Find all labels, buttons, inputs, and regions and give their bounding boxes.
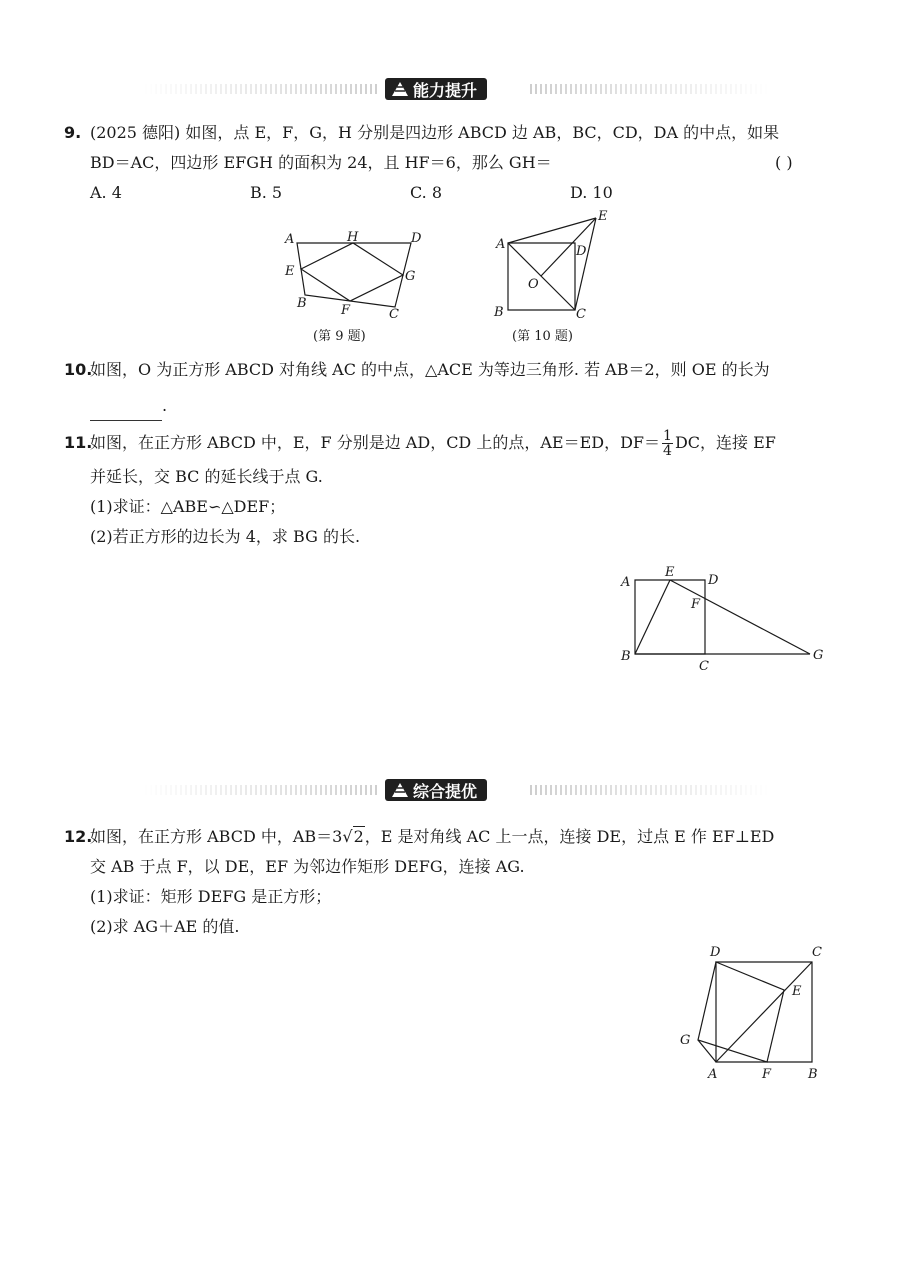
figure-q10 [490, 208, 620, 348]
segment-eo [541, 218, 596, 276]
label-d: D [708, 573, 719, 588]
label-f: F [341, 303, 351, 318]
label-b: B [494, 305, 504, 320]
label-g: G [680, 1033, 691, 1048]
figure-q12 [672, 940, 832, 1085]
question-text: BD＝AC，四边形 EFGH 的面积为 24，且 HF＝6，那么 GH＝ [90, 153, 552, 172]
choice-c: C. 8 [410, 183, 443, 202]
label-g: G [813, 648, 824, 663]
answer-line [90, 391, 830, 421]
text-part: 如图，在正方形 ABCD 中，E，F 分别是边 AD，CD 上的点，AE＝ED，DF＝ [90, 433, 661, 452]
label-f: F [762, 1067, 772, 1082]
text-part: ，E 是对角线 AC 上一点，连接 DE，过点 E 作 EF⊥ED [364, 827, 775, 846]
label-d: D [710, 945, 721, 960]
diagonal-ac [508, 243, 575, 310]
sub-question-1: (1)求证：△ABE∽△DEF； [90, 497, 286, 516]
fraction-numerator: 1 [663, 428, 672, 444]
diagonal-ac [716, 962, 812, 1062]
label-f: F [691, 597, 701, 612]
section-title: 能力提升 [413, 80, 478, 100]
label-e: E [598, 209, 608, 224]
fraction-one-quarter [662, 429, 673, 458]
segment-ae [508, 218, 596, 243]
square-defg [698, 962, 784, 1062]
section-header-comprehensive [140, 779, 770, 801]
text-part: 如图，在正方形 ABCD 中，AB＝3 [90, 827, 343, 846]
choice-list [90, 178, 730, 208]
label-c: C [699, 659, 709, 674]
label-c: C [812, 945, 822, 960]
choice-d: D. 10 [570, 183, 613, 202]
label-o: O [528, 277, 539, 292]
segment-be [635, 580, 670, 654]
decorative-dots [140, 84, 380, 94]
fraction-denominator: 4 [663, 443, 672, 459]
quadrilateral-efgh [301, 243, 403, 301]
segment-eg [670, 580, 810, 654]
label-e: E [792, 984, 802, 999]
question-text: 交 AB 于点 F，以 DE，EF 为邻边作矩形 DEFG，连接 AG. [90, 857, 525, 876]
label-c: C [389, 307, 399, 322]
question-9 [64, 118, 830, 208]
question-text [90, 428, 830, 458]
section-title: 综合提优 [413, 781, 478, 801]
label-a: A [708, 1067, 718, 1082]
label-d: D [576, 244, 587, 259]
label-c: C [576, 307, 586, 322]
figure-q11 [615, 560, 835, 675]
sub-question-2: (2)若正方形的边长为 4，求 BG 的长. [90, 527, 361, 546]
pyramid-icon [391, 782, 409, 798]
label-b: B [808, 1067, 818, 1082]
choice-a: A. 4 [90, 183, 122, 202]
answer-blank [90, 400, 162, 421]
decorative-dots [530, 785, 770, 795]
figure-caption: (第 10 题) [512, 329, 573, 344]
label-a: A [496, 237, 506, 252]
section-header-ability [140, 78, 770, 100]
decorative-dots [530, 84, 770, 94]
question-number: 10. [64, 360, 93, 379]
label-e: E [665, 565, 675, 580]
square-abcd [635, 580, 705, 654]
decorative-dots [140, 785, 380, 795]
pyramid-icon [391, 81, 409, 97]
question-number: 12. [64, 827, 93, 846]
label-a: A [285, 232, 295, 247]
question-number: 11. [64, 433, 93, 452]
answer-parentheses: ( ) [775, 153, 793, 172]
sqrt-symbol: √ [342, 827, 353, 846]
figure-q9 [275, 225, 435, 350]
figure-caption: (第 9 题) [313, 329, 366, 344]
question-text: 如图，O 为正方形 ABCD 对角线 AC 的中点，△ACE 为等边三角形. 若 AB＝2，则 OE 的长为 [90, 360, 770, 379]
question-11 [64, 428, 830, 552]
label-b: B [621, 649, 631, 664]
question-text: 并延长，交 BC 的延长线于点 G. [90, 467, 323, 486]
choice-b: B. 5 [250, 183, 283, 202]
period: . [162, 396, 168, 415]
question-text: (2025 德阳) 如图，点 E，F，G，H 分别是四边形 ABCD 边 AB，BC，CD，DA 的中点，如果 [90, 123, 780, 142]
question-10 [64, 355, 830, 421]
label-h: H [347, 230, 359, 245]
segment-ec [575, 218, 596, 310]
sub-question-1: (1)求证：矩形 DEFG 是正方形； [90, 887, 332, 906]
question-12 [64, 822, 830, 942]
label-a: A [621, 575, 631, 590]
text-part: DC，连接 EF [674, 433, 776, 452]
label-e: E [285, 264, 295, 279]
question-text [90, 822, 830, 852]
sub-question-2: (2)求 AG＋AE 的值. [90, 917, 240, 936]
label-b: B [297, 296, 307, 311]
label-d: D [411, 231, 422, 246]
radicand: 2 [353, 827, 364, 846]
quadrilateral-abcd [297, 243, 411, 307]
label-g: G [405, 269, 416, 284]
section-label [385, 78, 487, 100]
question-number: 9. [64, 123, 82, 142]
section-label [385, 779, 487, 801]
